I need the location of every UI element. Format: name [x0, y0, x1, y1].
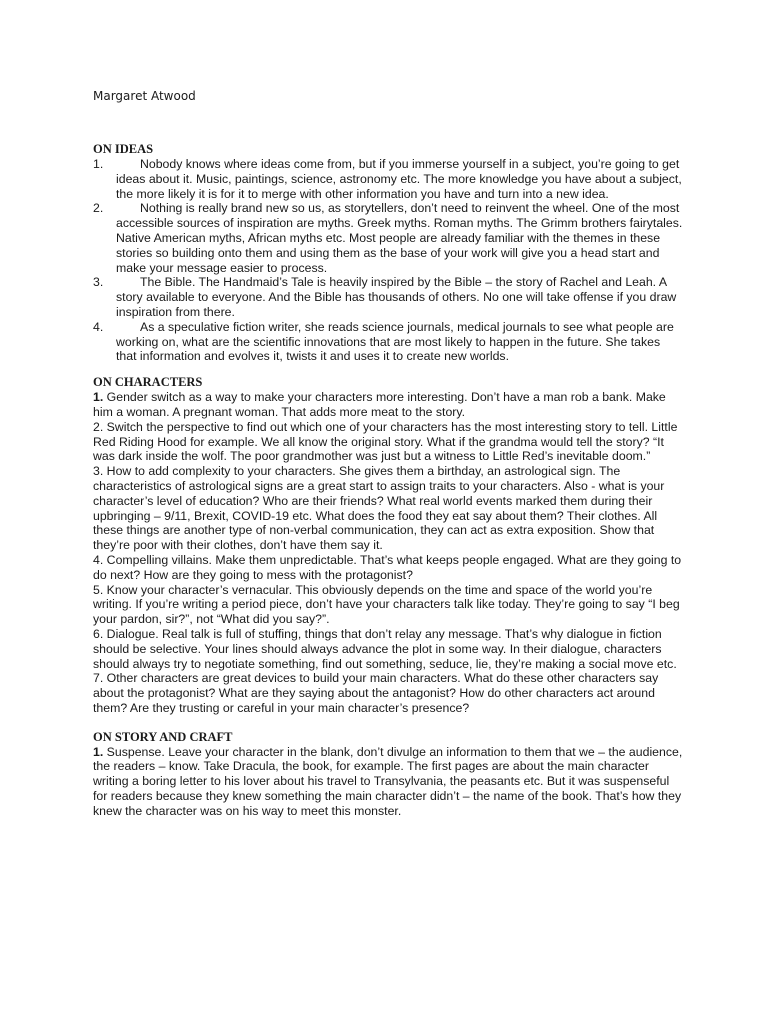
characters-item-text: Switch the perspective to find out which one of your characters has the most interesting story to tell. Little Red Riding Hood for example. We all know the original story. What if the grandma would tell the story? “It was dark inside the wolf. The poor grandmother was just but a witness to Little Red’s inevitable doom.”: [93, 419, 678, 464]
ideas-item-text: Nobody knows where ideas come from, but if you immerse yourself in a subject, you’re going to get ideas about it. Music, paintings, science, astronomy etc. The more knowledge you have about a subject, the more likely it is for it to merge with other information you have and turn into a new idea.: [116, 157, 682, 201]
ideas-item-number: 1.: [93, 157, 104, 171]
ideas-item: [93, 320, 683, 364]
characters-item-number: 2.: [93, 419, 104, 434]
ideas-item: [93, 275, 683, 319]
story-item-text: Suspense. Leave your character in the blank, don’t divulge an information to them that we – the audience, the readers – know. Take Dracula, the book, for example. The first pages are about the main character writing a boring letter to his lover about his travel to Transylvania, the peasants etc. But it was suspenseful for readers because they knew something the main character didn’t – the name of the book. That’s how they knew the character was on his way to meet this monster.: [93, 744, 683, 818]
characters-item-number: 6.: [93, 626, 104, 641]
story-item-number: 1.: [93, 744, 104, 759]
section-heading-characters: ON CHARACTERS: [93, 375, 203, 390]
characters-item-text: Dialogue. Real talk is full of stuffing, things that don’t relay any message. That’s why dialogue in fiction should be selective. Your lines should always advance the plot in some way. In their dialogue, characters should always try to negotiate something, find out something, seduce, lie, they’re making a social move etc.: [93, 626, 677, 671]
document-title: Margaret Atwood: [93, 89, 196, 103]
ideas-item-number: 4.: [93, 319, 104, 334]
characters-item: [93, 464, 683, 553]
characters-item-number: 5.: [93, 582, 104, 597]
ideas-item-text: Nothing is really brand new so us, as storytellers, don’t need to reinvent the wheel. One of the most accessible sources of inspiration are myths. Greek myths. Roman myths. The Grimm brothers fairytales. Native American myths, African myths etc. Most people are already familiar with the themes in these stories so building onto them and using them as the base of your work will give you a head start and make your message easier to process.: [116, 201, 683, 275]
section-heading-story: ON STORY AND CRAFT: [93, 729, 233, 744]
section-heading-ideas: ON IDEAS: [93, 142, 154, 156]
characters-item-number: 4.: [93, 552, 104, 567]
story-item: [93, 745, 683, 819]
characters-item: [93, 627, 683, 671]
characters-item-text: Gender switch as a way to make your characters more interesting. Don’t have a man rob a bank. Make him a woman. A pregnant woman. That adds more meat to the story.: [93, 390, 666, 419]
characters-item-text: Compelling villains. Make them unpredictable. That’s what keeps people engaged. What are they going to do next? How are they going to mess with the protagonist?: [93, 552, 682, 582]
ideas-item-text: As a speculative fiction writer, she reads science journals, medical journals to see what people are working on, what are the scientific innovations that are most likely to happen in the future. She takes that information and evolves it, twists it and uses it to create new worlds.: [116, 319, 674, 364]
characters-item-number: 7.: [93, 671, 104, 686]
characters-item-number: 3.: [93, 464, 104, 479]
characters-item-text: Know your character’s vernacular. This obviously depends on the time and space of the world you’re writing. If you’re writing a period piece, don’t have your characters talk like today. They’re going to say “I beg your pardon, sir?”, not “What did you say?”.: [93, 582, 680, 627]
characters-item: [93, 583, 683, 627]
characters-item: [93, 420, 683, 464]
ideas-item-number: 2.: [93, 201, 104, 216]
characters-item-number: 1.: [93, 390, 104, 405]
document-body: [93, 142, 683, 819]
characters-item-text: Other characters are great devices to build your main characters. What do these other characters say about the protagonist? What are they saying about the antagonist? How do other characters act around them? Are they trusting or careful in your main character’s presence?: [93, 671, 659, 715]
ideas-list: [93, 157, 683, 364]
ideas-item-number: 3.: [93, 275, 104, 290]
ideas-item-text: The Bible. The Handmaid’s Tale is heavily inspired by the Bible – the story of Rachel and Leah. A story available to everyone. And the Bible has thousands of others. No one will take offense if you draw inspiration from there.: [116, 275, 677, 319]
characters-item-text: How to add complexity to your characters. She gives them a birthday, an astrological sign. The characteristics of astrological signs are a great start to assign traits to your characters. Also - what is your character’s level of education? Who are their friends? What real world events marked them during their upbringing – 9/11, Brexit, COVID-19 etc. What does the food they eat say about them? Their clothes. All these things are another type of non-verbal communication, they can act as extra exposition. Show that they’re poor with their clothes, don’t have them say it.: [93, 464, 665, 553]
characters-item: [93, 671, 683, 715]
ideas-item: [93, 201, 683, 275]
characters-item: [93, 390, 683, 420]
characters-item: [93, 553, 683, 583]
ideas-item: [93, 157, 683, 201]
